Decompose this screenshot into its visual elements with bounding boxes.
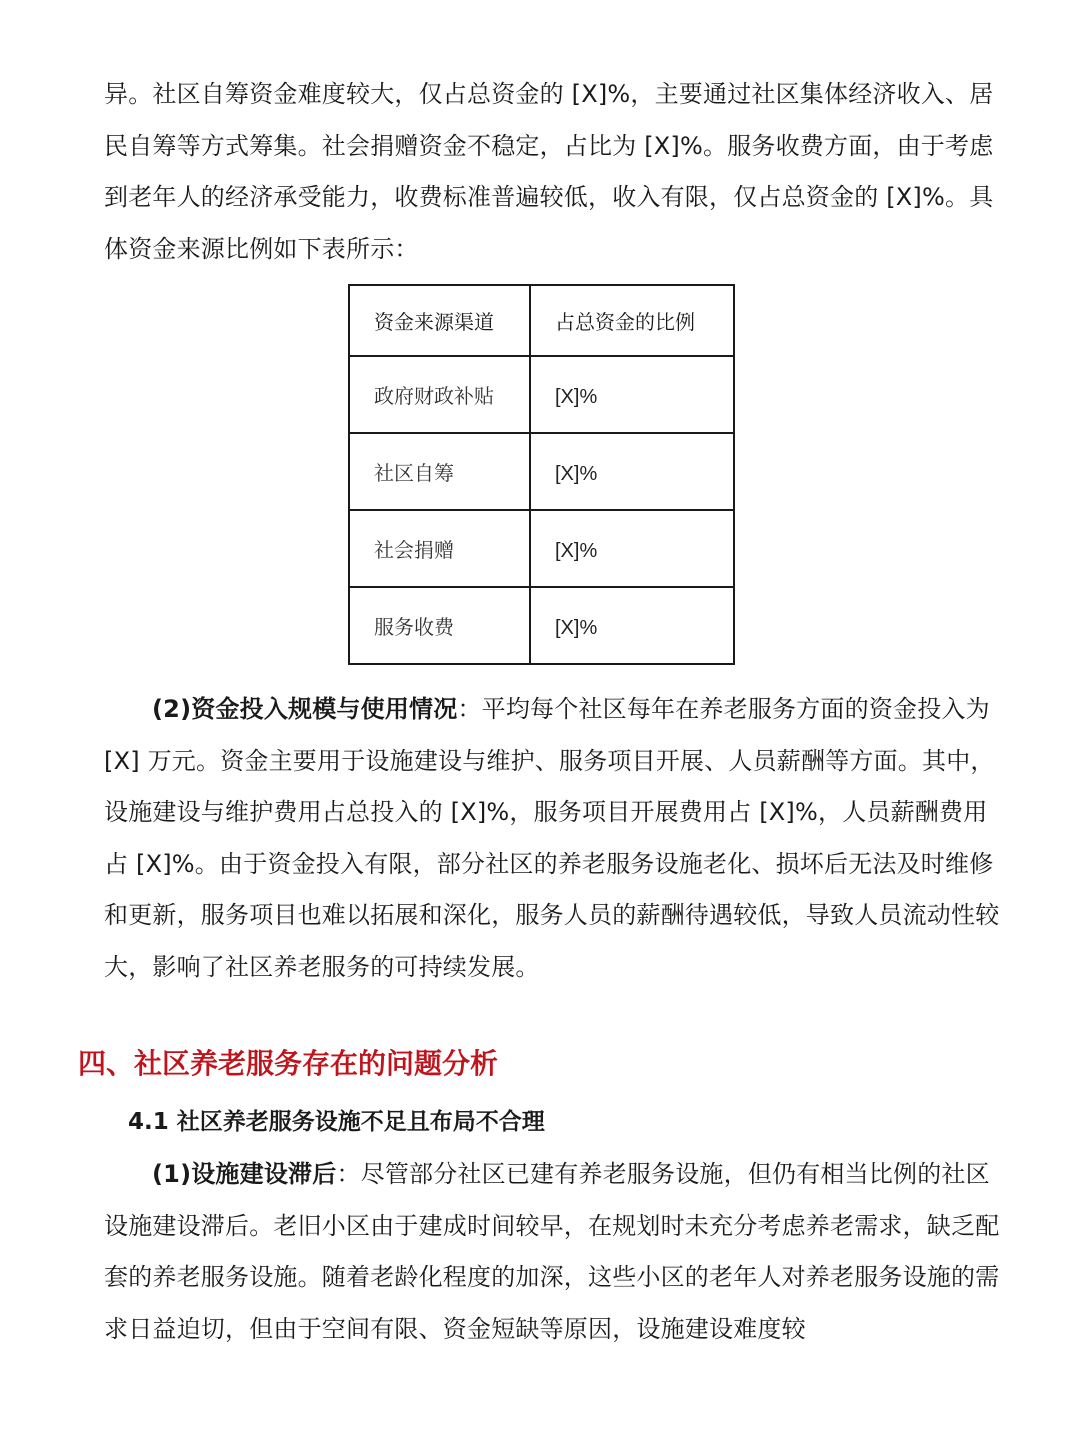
paragraph-lead: (2)资金投入规模与使用情况 (152, 695, 458, 723)
cell-source: 政府财政补贴 (349, 356, 530, 433)
paragraph-facility-lag (104, 1149, 1004, 1355)
section-title: 四、社区养老服务存在的问题分析 (78, 1047, 499, 1080)
table-row (349, 587, 734, 664)
cell-ratio: [X]% (530, 433, 734, 510)
table-row (349, 433, 734, 510)
paragraph-text: ：尽管部分社区已建有养老服务设施，但仍有相当比例的社区设施建设滞后。老旧小区由于建成时间较早，在规划时未充分考虑养老需求，缺乏配套的养老服务设施。随着老龄化程度的加深，这些小区的老年人对养老服务设施的需求日益迫切，但由于空间有限、资金短缺等原因，设施建设难度较 (104, 1160, 1000, 1343)
column-header-ratio: 占总资金的比例 (530, 285, 734, 356)
paragraph-lead: (1)设施建设滞后 (152, 1160, 337, 1188)
table-row (349, 510, 734, 587)
cell-source: 服务收费 (349, 587, 530, 664)
paragraph-funding-sources (104, 69, 1004, 275)
paragraph-funding-scale (104, 684, 1004, 993)
cell-ratio: [X]% (530, 356, 734, 433)
cell-ratio: [X]% (530, 587, 734, 664)
cell-ratio: [X]% (530, 510, 734, 587)
table-header-row (349, 285, 734, 356)
subsection-title: 4.1 社区养老服务设施不足且布局不合理 (128, 1109, 545, 1135)
column-header-source: 资金来源渠道 (349, 285, 530, 356)
funding-source-table (348, 284, 735, 665)
table-row (349, 356, 734, 433)
cell-source: 社会捐赠 (349, 510, 530, 587)
paragraph-text: 异。社区自筹资金难度较大，仅占总资金的 [X]%，主要通过社区集体经济收入、居民自筹等方式筹集。社会捐赠资金不稳定，占比为 [X]%。服务收费方面，由于考虑到老年人的经济承受能力，收费标准普遍较低，收入有限，仅占总资金的 [X]%。具体资金来源比例如下表所示： (104, 80, 994, 263)
cell-source: 社区自筹 (349, 433, 530, 510)
paragraph-text: ：平均每个社区每年在养老服务方面的资金投入为 [X] 万元。资金主要用于设施建设与维护、服务项目开展、人员薪酬等方面。其中，设施建设与维护费用占总投入的 [X]%，服务项目开展费用占 [X]%，人员薪酬费用占 [X]%。由于资金投入有限，部分社区的养老服务设施老化、损坏后无法及时维修和更新，服务项目也难以拓展和深化，服务人员的薪酬待遇较低，导致人员流动性较大，影响了社区养老服务的可持续发展。 (104, 695, 1000, 981)
